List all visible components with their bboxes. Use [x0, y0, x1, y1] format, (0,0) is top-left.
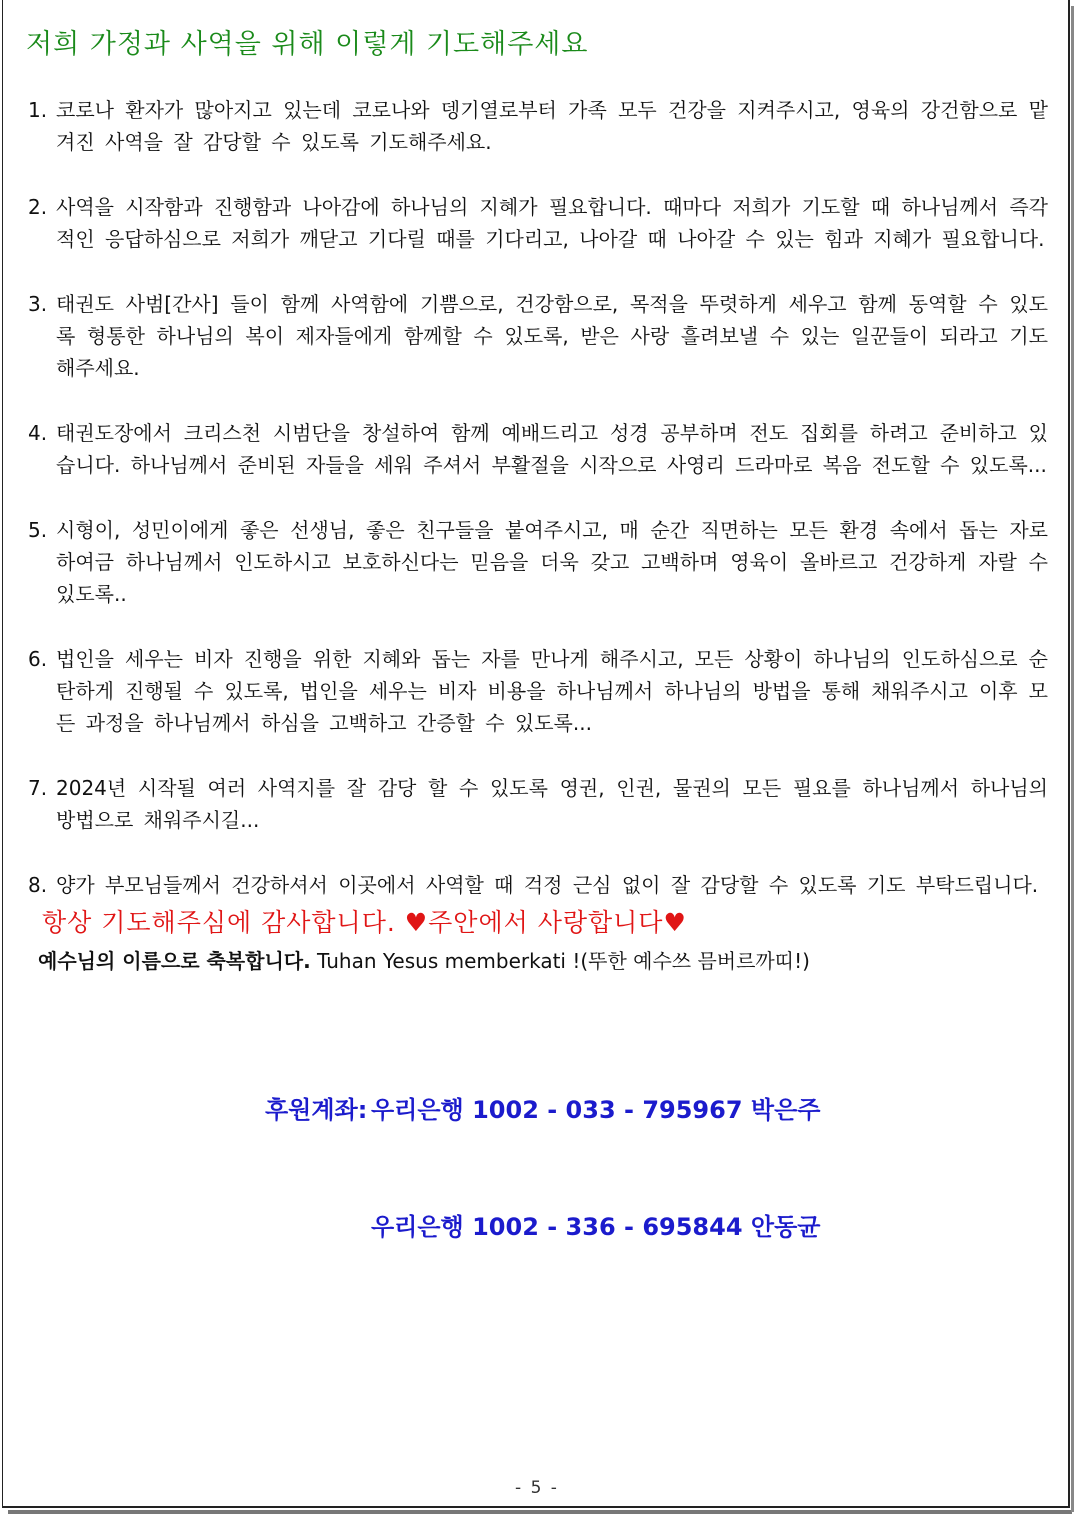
prayer-item-text: 사역을 시작함과 진행함과 나아감에 하나님의 지혜가 필요합니다. 때마다 저희가 기도할 때 하나님께서 즉각적인 응답하심으로 저희가 깨닫고 기다릴 때를 기다리고, 나아갈 때 나아갈 수 있는 힘과 지혜가 필요합니다. [56, 195, 1048, 251]
page-title: 저희 가정과 사역을 위해 이렇게 기도해주세요 [26, 29, 589, 60]
prayer-item-text: 양가 부모님들께서 건강하셔서 이곳에서 사역할 때 걱정 근심 없이 잘 감당할 수 있도록 기도 부탁드립니다. [56, 873, 1039, 897]
thanks-message: 항상 기도해주심에 감사합니다. ♥주안에서 사랑합니다♥ [42, 908, 687, 937]
blessing-line [38, 945, 810, 974]
page-shadow [8, 1510, 1072, 1514]
prayer-item-text: 코로나 환자가 많아지고 있는데 코로나와 뎅기열로부터 가족 모두 건강을 지켜주시고, 영육의 강건함으로 맡겨진 사역을 잘 감당할 수 있도록 기도해주세요. [56, 98, 1048, 154]
prayer-item [28, 869, 1048, 901]
prayer-list [28, 94, 1048, 934]
donation-account: 우리은행 1002 - 336 - 695844 안동균 [371, 1213, 821, 1241]
prayer-item-text: 법인을 세우는 비자 진행을 위한 지혜와 돕는 자를 만나게 해주시고, 모든 상황이 하나님의 인도하심으로 순탄하게 진행될 수 있도록, 법인을 세우는 비자 비용을 하나님께서 하나님의 방법을 통해 채워주시고 이후 모든 과정을 하나님께서 하심을 고백하고 간증할 수 있도록... [56, 647, 1048, 735]
blessing-indonesian: Tuhan Yesus memberkati !(뚜한 예수쓰 믐버르까띠!) [317, 949, 810, 973]
prayer-item [28, 288, 1048, 384]
page-number: - 5 - [515, 1478, 559, 1498]
prayer-item-number: 3. [28, 292, 48, 316]
prayer-item-number: 4. [28, 421, 48, 445]
prayer-item [28, 417, 1048, 481]
prayer-item-number: 7. [28, 776, 48, 800]
page-shadow-right [1071, 6, 1074, 1512]
donation-accounts [265, 1013, 820, 1286]
donation-account: 우리은행 1002 - 033 - 795967 박은주 [371, 1096, 821, 1124]
prayer-item-text: 태권도장에서 크리스천 시범단을 창설하여 함께 예배드리고 성경 공부하며 전도 집회를 하려고 준비하고 있습니다. 하나님께서 준비된 자들을 세워 주셔서 부활절을 시작으로 사영리 드라마로 복음 전도할 수 있도록... [56, 421, 1048, 477]
prayer-item [28, 772, 1048, 836]
prayer-item-number: 1. [28, 98, 48, 122]
prayer-item-number: 6. [28, 647, 48, 671]
prayer-item [28, 643, 1048, 739]
prayer-item-text: 시형이, 성민이에게 좋은 선생님, 좋은 친구들을 붙여주시고, 매 순간 직면하는 모든 환경 속에서 돕는 자로 하여금 하나님께서 인도하시고 보호하신다는 믿음을 더욱 갖고 고백하며 영육이 올바르고 건강하게 자랄 수 있도록.. [56, 518, 1048, 606]
prayer-item-number: 8. [28, 873, 48, 897]
blessing-korean: 예수님의 이름으로 축복합니다. [38, 949, 311, 973]
prayer-item [28, 191, 1048, 255]
prayer-item [28, 94, 1048, 158]
prayer-item-number: 5. [28, 518, 48, 542]
prayer-item [28, 514, 1048, 610]
prayer-item-number: 2. [28, 195, 48, 219]
prayer-item-text: 2024년 시작될 여러 사역지를 잘 감당 할 수 있도록 영권, 인권, 물권의 모든 필요를 하나님께서 하나님의 방법으로 채워주시길... [56, 776, 1048, 832]
donation-label: 후원계좌: [265, 1096, 368, 1124]
donation-row [265, 1208, 820, 1247]
donation-row [265, 1091, 820, 1130]
prayer-item-text: 태권도 사범[간사] 들이 함께 사역함에 기쁨으로, 건강함으로, 목적을 뚜렷하게 세우고 함께 동역할 수 있도록 형통한 하나님의 복이 제자들에게 함께할 수 있도록, 받은 사랑 흘려보낼 수 있는 일꾼들이 되라고 기도해주세요. [56, 292, 1048, 380]
